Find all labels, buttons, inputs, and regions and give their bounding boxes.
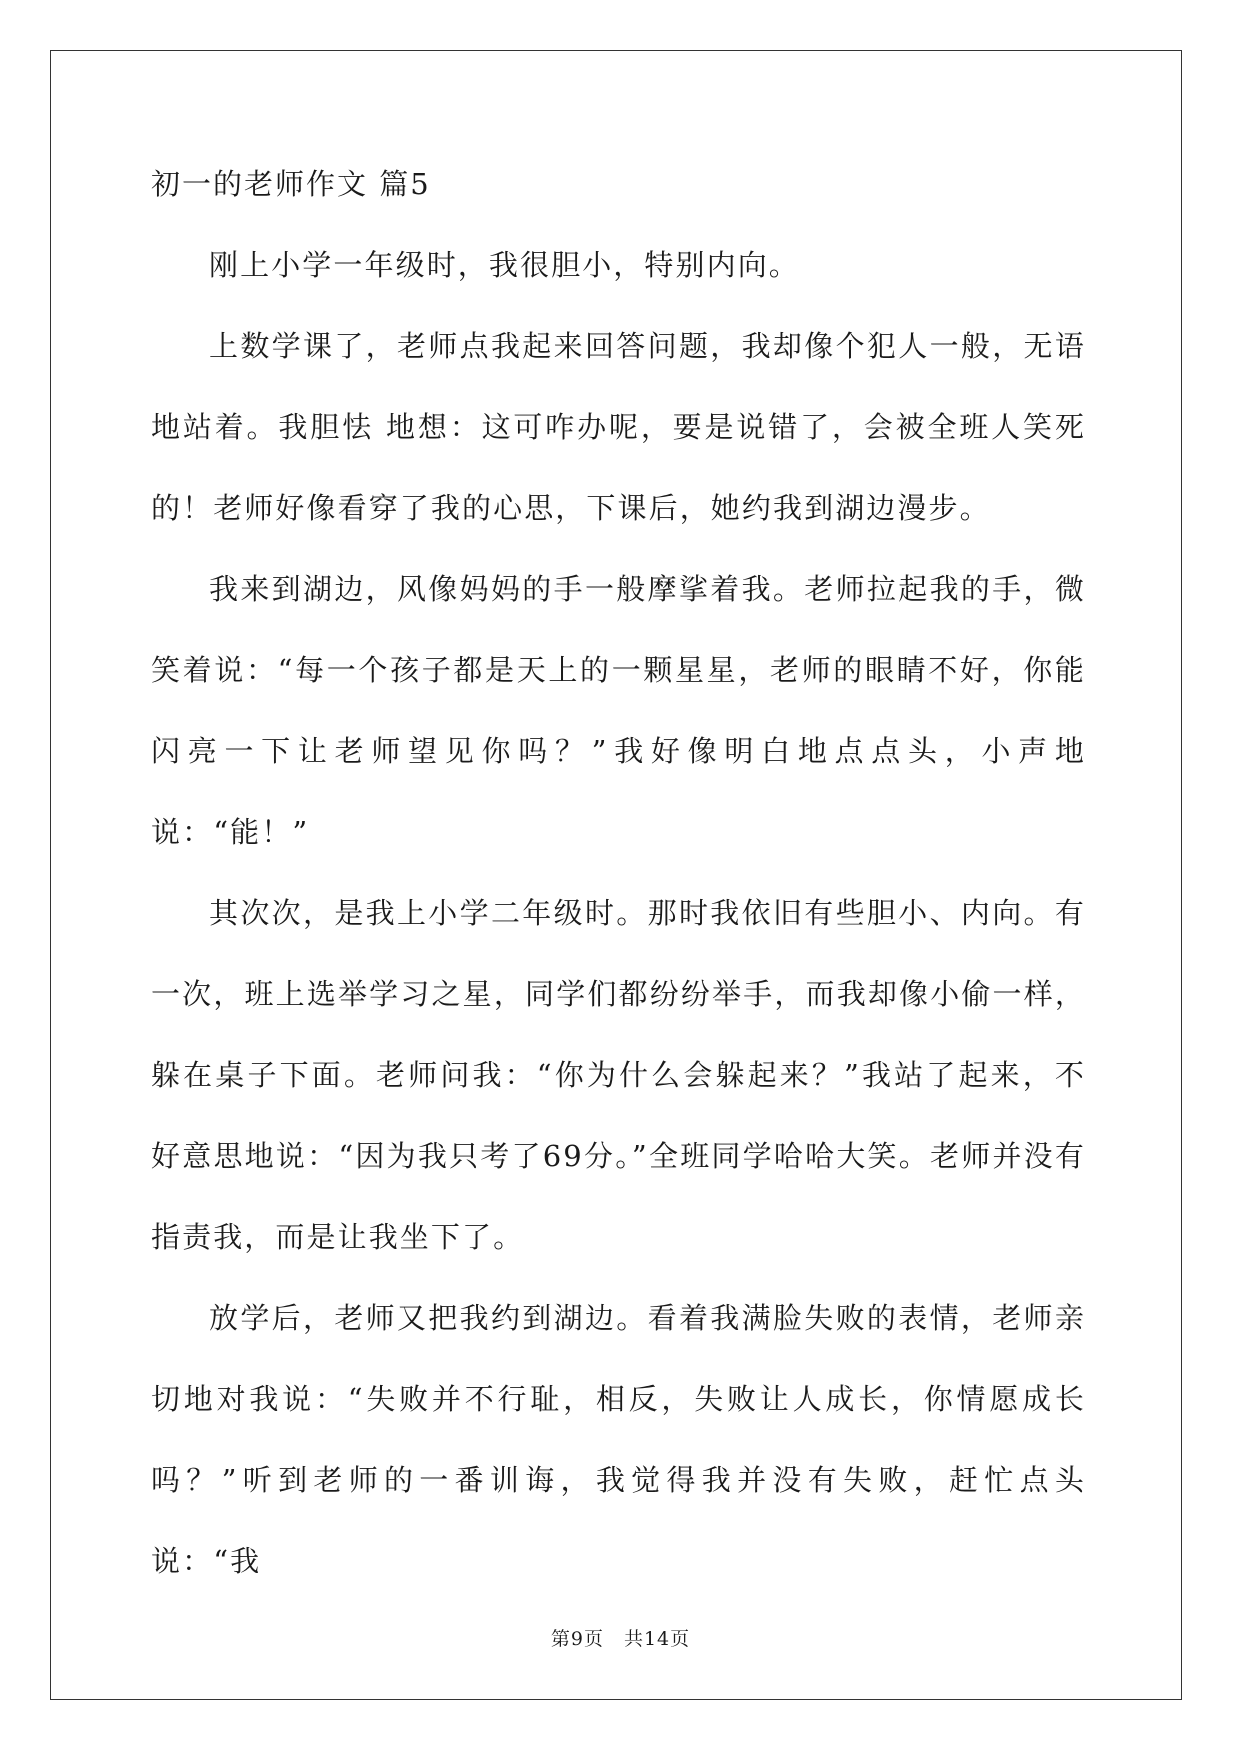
paragraph-5: 放学后，老师又把我约到湖边。看着我满脸失败的表情，老师亲切地对我说：“失败并不行耻，相反，失败让人成长，你情愿成长吗？”听到老师的一番训诲，我觉得我并没有失败，赶忙点头说：“我 [151,1301,1086,1578]
page-number-footer: 第9页 共14页 [550,1628,691,1650]
paragraph-1: 刚上小学一年级时，我很胆小，特别内向。 [209,248,800,282]
paragraph-2: 上数学课了，老师点我起来回答问题，我却像个犯人一般，无语地站着。我胆怯 地想：这可咋办呢，要是说错了，会被全班人笑死的！老师好像看穿了我的心思，下课后，她约我到湖边漫步。 [151,329,1086,525]
document-body [151,166,1086,1602]
paragraph-3: 我来到湖边，风像妈妈的手一般摩挲着我。老师拉起我的手，微笑着说：“每一个孩子都是天上的一颗星星，老师的眼睛不好，你能闪亮一下让老师望见你吗？”我好像明白地点点头，小声地说：“能！” [151,572,1086,849]
document-title: 初一的老师作文 篇5 [151,167,431,201]
paragraph-4: 其次次，是我上小学二年级时。那时我依旧有些胆小、内向。有一次，班上选举学习之星，同学们都纷纷举手，而我却像小偷一样，躲在桌子下面。老师问我：“你为什么会躲起来？”我站了起来，不好意思地说：“因为我只考了69分。”全班同学哈哈大笑。老师并没有指责我，而是让我坐下了。 [151,896,1086,1254]
